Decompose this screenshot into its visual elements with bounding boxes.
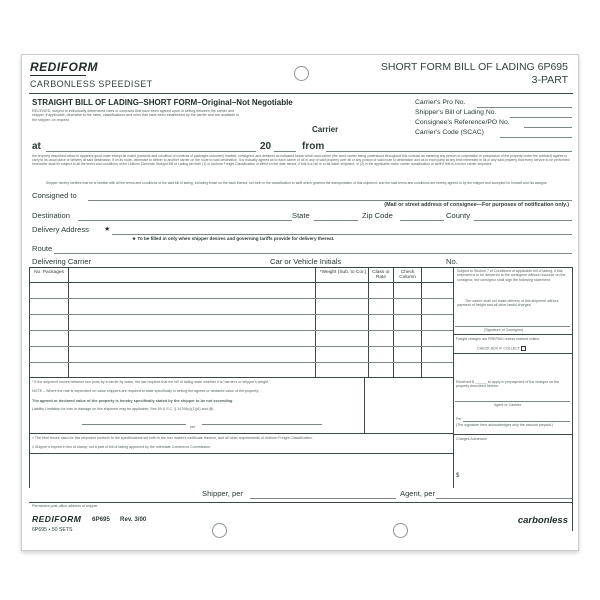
scac-label: Carrier's Code (SCAC) bbox=[415, 129, 484, 136]
note-value-dependent: NOTE – Where the rate is dependent on value shippers are required to state specifically in writing the agreed or declared value of the property. bbox=[32, 389, 259, 393]
punch-hole-bottom-right bbox=[393, 523, 408, 538]
legal-paragraph-2: Shipper hereby certifies that he is familiar with all the terms and conditions of the said bill of lading, including those on the back thereof, set forth in the classification or tariff which governs the transportation of this shipment, and the said terms and conditions are hereby agreed to by the shipper and accepted for himself and his assigns. bbox=[46, 181, 548, 185]
check-box-collect-label: CHECK BOX IF COLLECT bbox=[477, 346, 567, 351]
agent-cashier-label: Agent or Cashier bbox=[494, 403, 521, 407]
county-label: County bbox=[446, 211, 471, 220]
year-label: 20 bbox=[260, 141, 272, 152]
footer-revision: Rev. 3/00 bbox=[120, 516, 147, 523]
brand-logo: REDIFORM bbox=[30, 60, 98, 74]
delivering-carrier-label: Delivering Carrier bbox=[32, 257, 92, 266]
received-prepay-text: Received $ ______ to apply in prepayment of the charges on the property described hereon. bbox=[456, 380, 560, 389]
received-text: RECEIVED, subject to individually determined rates or contracts that have been agreed upon in writing between the carrier and shipper, if applicable, otherwise to the rates, classifications and rules that have been established by the carrier and are available to the shipper, on request; bbox=[32, 109, 240, 122]
shipper-per-label: Shipper, per bbox=[202, 489, 243, 498]
collect-checkbox[interactable] bbox=[521, 346, 526, 351]
col-class-header: Class or Rate bbox=[372, 270, 390, 280]
bill-heading: STRAIGHT BILL OF LADING–SHORT FORM–Original–Not Negotiable bbox=[32, 98, 293, 107]
consignee-ref-label: Consignee's Reference/PO No. bbox=[415, 119, 510, 126]
consigned-to-label: Consigned to bbox=[32, 191, 77, 200]
at-label: at bbox=[32, 141, 41, 152]
dollar-sign: $ bbox=[456, 473, 460, 479]
note-carrier-water: * If the shipment moves between two ports by a carrier by water, the law requires that the bill of lading state whether it is "carrier's or shipper's weight." bbox=[32, 380, 271, 384]
col-packages-header: No. Packages bbox=[34, 270, 64, 275]
signature-consignor-label: (Signature of Consignor) bbox=[484, 328, 524, 332]
from-label: from bbox=[302, 141, 325, 152]
route-label: Route bbox=[32, 244, 53, 253]
note-shipper-imprint: ‡ Shipper's imprint in lieu of stamp; not a part of bill of lading approved by the Interstate Commerce Commission. bbox=[32, 445, 212, 449]
permanent-address-label: Permanent post-office address of shipper bbox=[32, 504, 98, 508]
form-title: SHORT FORM BILL OF LADING 6P695 bbox=[380, 61, 568, 73]
delivery-star-icon: ★ bbox=[104, 226, 111, 233]
per-note: (The signature here acknowledges only the amount prepaid.) bbox=[456, 423, 553, 427]
form-parts: 3-PART bbox=[531, 74, 568, 86]
section7-text: Subject to Section 7 of Conditions of applicable bill of lading, if this shipment is to be delivered to the consignee without recourse on the consignor, the consignor shall sign the following statement: bbox=[457, 269, 566, 282]
section7-text-2: The carrier shall not make delivery of this shipment without payment of freight and all other lawful charges. bbox=[457, 299, 559, 308]
legal-paragraph-1: the property described below in apparent good order except as noted (contents and condition of contents of packages unknown) marked, consigned, and destined as indicated below which said carrier (the word carrier being understood throughout this contract as meaning any person or corporation in possession of the property under the contract) agrees to carry to its usual place of delivery at said destination, if on its route, otherwise to deliver to another carrier on the route to said destination. It is mutually agreed as to each carrier of all or any of said property over all or any portion of said route to destination and as to each party at any time interested in all or any said property that every service to be performed hereunder shall be subject to all the terms and conditions of the Uniform Domestic Straight Bill of Lading set forth (1) in Uniform Freight Classification in effect on the date hereof, if this is a rail or a rail-water shipment, or (2) in the applicable motor carrier classification or tariff if this is a motor carrier shipment. bbox=[32, 154, 570, 167]
shipper-bol-label: Shipper's Bill of Lading No. bbox=[415, 109, 497, 116]
state-label: State bbox=[292, 211, 310, 220]
footer-form-code: 6P695 bbox=[92, 516, 110, 523]
charges-advanced-label: Charges Advanced: bbox=[456, 437, 488, 441]
no-label: No. bbox=[446, 257, 458, 266]
mail-note: (Mail or street address of consignee—For purposes of notification only.) bbox=[384, 202, 569, 208]
carrier-pro-no-label: Carrier's Pro No. bbox=[415, 99, 466, 106]
freight-charges-note: Freight charges are PREPAID unless marked collect bbox=[456, 337, 540, 341]
zip-label: Zip Code bbox=[362, 211, 393, 220]
brand-subtitle: CARBONLESS SPEEDISET bbox=[30, 79, 153, 89]
note-declared-value: The agreed or declared value of the property is hereby specifically stated by the shipper to be not exceeding bbox=[32, 398, 233, 403]
footer-carbonless: carbonless bbox=[517, 515, 568, 526]
carrier-label: Carrier bbox=[312, 125, 339, 134]
car-vehicle-label: Car or Vehicle Initials bbox=[270, 257, 342, 266]
footer-sets: 6P695 • 50 SETS bbox=[32, 527, 73, 533]
agent-per-label: Agent, per bbox=[400, 489, 436, 498]
punch-hole-bottom-left bbox=[212, 523, 227, 538]
col-check-header: Check Column bbox=[399, 270, 416, 280]
per-label-right: Per bbox=[456, 417, 462, 421]
bill-of-lading-form bbox=[21, 54, 579, 551]
note-fibre-boxes: † The fibre boxes used for this shipment conform to the specifications set forth in the box maker's certificate thereon, and all other requirements of Uniform Freight Classification. bbox=[32, 436, 313, 440]
col-weight-header: *Weight (Sub. to Cor.) bbox=[319, 270, 367, 275]
note-liability: Liability Limitation for loss or damage on this shipment may be applicable. See 49 U.S.C. § 14706(c)(1)(A) and (B). bbox=[32, 407, 215, 411]
per-label-notes: per bbox=[190, 425, 196, 429]
footer-brand-logo: REDIFORM bbox=[32, 514, 82, 524]
delivery-note: ★ To be filled in only when shipper desires and governing tariffs provide for delivery thereat. bbox=[132, 236, 335, 241]
delivery-address-label: Delivery Address bbox=[32, 225, 89, 234]
punch-hole-top bbox=[294, 66, 309, 81]
destination-label: Destination bbox=[32, 211, 70, 220]
